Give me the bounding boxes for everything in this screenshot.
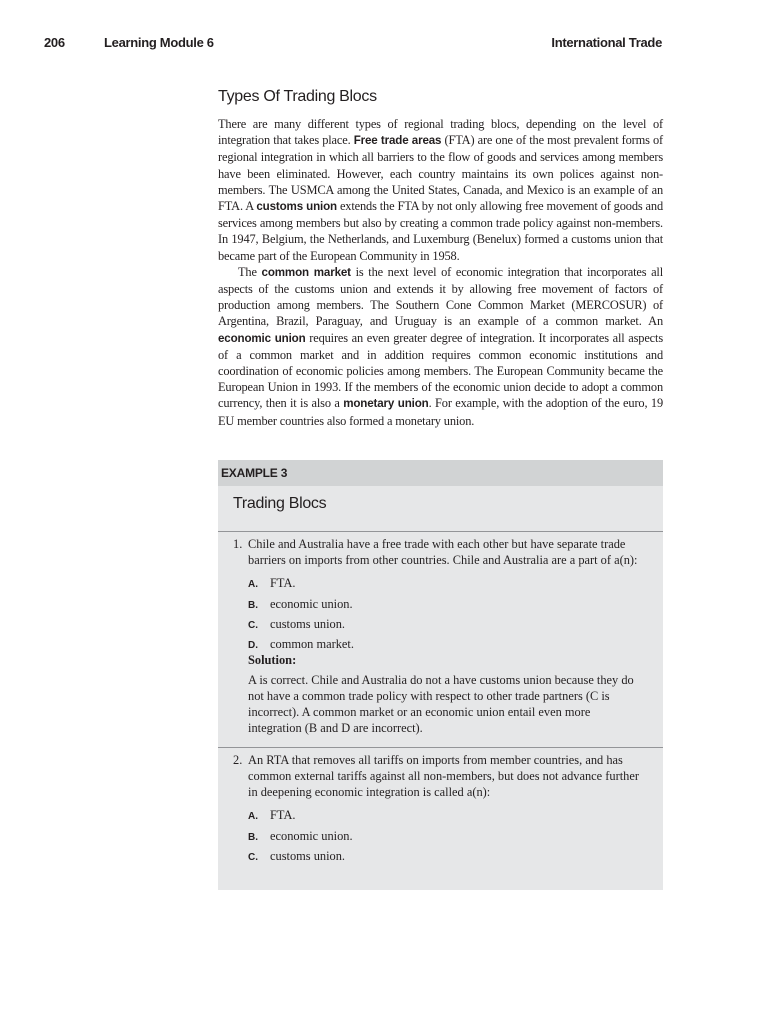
paragraph-text: extends the FTA by not only allowing free movement of goods and services among members but also by creating a common trade policy against non-members. In 1947, Belgium, the Netherlands, and Luxemburg (Benelux) formed a customs union that became part of the European Community in 1958.: [218, 199, 663, 263]
question-text: An RTA that removes all tariffs on imports from member countries, and has common external tariffs against all non-members, but does not advance further in deepening economic integration is called a(n):: [248, 752, 639, 800]
question-2: [218, 748, 663, 867]
paragraph-text: . For example, with the adoption of the euro, 19 EU member countries also formed a monetary union.: [218, 396, 663, 428]
key-term-monetary-union: monetary union: [343, 397, 429, 411]
choice-letter: B.: [248, 599, 258, 611]
answer-choices: [248, 573, 639, 654]
answer-choice-b: [248, 826, 639, 846]
question-number: 1.: [233, 537, 243, 551]
choice-letter: A.: [248, 579, 258, 591]
answer-choices: [248, 805, 639, 866]
choice-letter: C.: [248, 620, 258, 631]
choice-text: economic union.: [270, 596, 353, 611]
answer-choice-a: [248, 573, 639, 593]
paragraph-2: [218, 264, 663, 429]
choice-text: customs union.: [270, 848, 346, 863]
answer-choice-a: [248, 805, 639, 825]
choice-text: common market.: [270, 637, 354, 652]
choice-text: FTA.: [270, 808, 296, 823]
question-1: [218, 532, 663, 737]
solution-text: A is correct. Chile and Australia do not a have customs union because they do not have a common trade policy with respect to other trade partners (C is incorrect). A common market or an economic union entail even more integration (B and D are incorrect).: [248, 672, 634, 736]
key-term-customs-union: customs union: [256, 200, 337, 214]
choice-letter: C.: [248, 851, 258, 863]
example-box: [218, 460, 663, 890]
paragraph-text: (FTA) are one of the most prevalent forms of regional integration in which all barriers to the flow of goods and services among members have been eliminated. However, each country maintains its own polices against non-members. The USMCA among the United States, Canada, and Mexico is an example of an FTA. A: [218, 133, 663, 214]
choice-letter: D.: [248, 640, 258, 652]
main-content: [218, 88, 663, 429]
question-text: Chile and Australia have a free trade with each other but have separate trade barriers on imports from other countries. Chile and Australia are a part of a(n):: [248, 537, 638, 568]
key-term-common-market: common market: [261, 265, 351, 279]
paragraph-text: requires an even greater degree of integration. It incorporates all aspects of a common market and in addition requires common economic institutions and coordination of economic policies among members. The European Community became the European Union in 1993. If the members of the economic union decide to adopt a common currency, then it is also a: [218, 330, 663, 411]
choice-letter: B.: [248, 831, 258, 843]
answer-choice-d: [248, 634, 639, 654]
choice-text: economic union.: [270, 828, 353, 843]
module-label: Learning Module 6: [104, 35, 214, 50]
paragraph-text: There are many different types of regional trading blocs, depending on the level of integration that takes place.: [218, 117, 663, 148]
paragraph-text: The: [238, 264, 262, 279]
running-title: International Trade: [551, 35, 662, 50]
example-title: Trading Blocs: [218, 486, 663, 532]
key-term-free-trade-areas: Free trade areas: [353, 134, 442, 148]
choice-text: FTA.: [270, 576, 296, 591]
answer-choice-b: [248, 594, 639, 614]
example-label: EXAMPLE 3: [218, 460, 663, 486]
question-number: 2.: [233, 752, 243, 767]
solution-label: Solution:: [248, 652, 297, 667]
answer-choice-c: [248, 846, 639, 866]
key-term-economic-union: economic union: [218, 331, 306, 345]
answer-choice-c: [248, 614, 639, 634]
paragraph-1: [218, 116, 663, 264]
paragraph-text: is the next level of economic integration that incorporates all aspects of the customs union and extends it by allowing free movement of factors of production among members. The Southern Cone Common Market (MERCOSUR) of Argentina, Brazil, Paraguay, and Uruguay is an example of a common market. An: [218, 264, 664, 329]
section-title: Types Of Trading Blocs: [218, 88, 377, 105]
choice-text: customs union.: [270, 617, 346, 631]
page-number: 206: [44, 35, 65, 50]
choice-letter: A.: [248, 811, 258, 823]
